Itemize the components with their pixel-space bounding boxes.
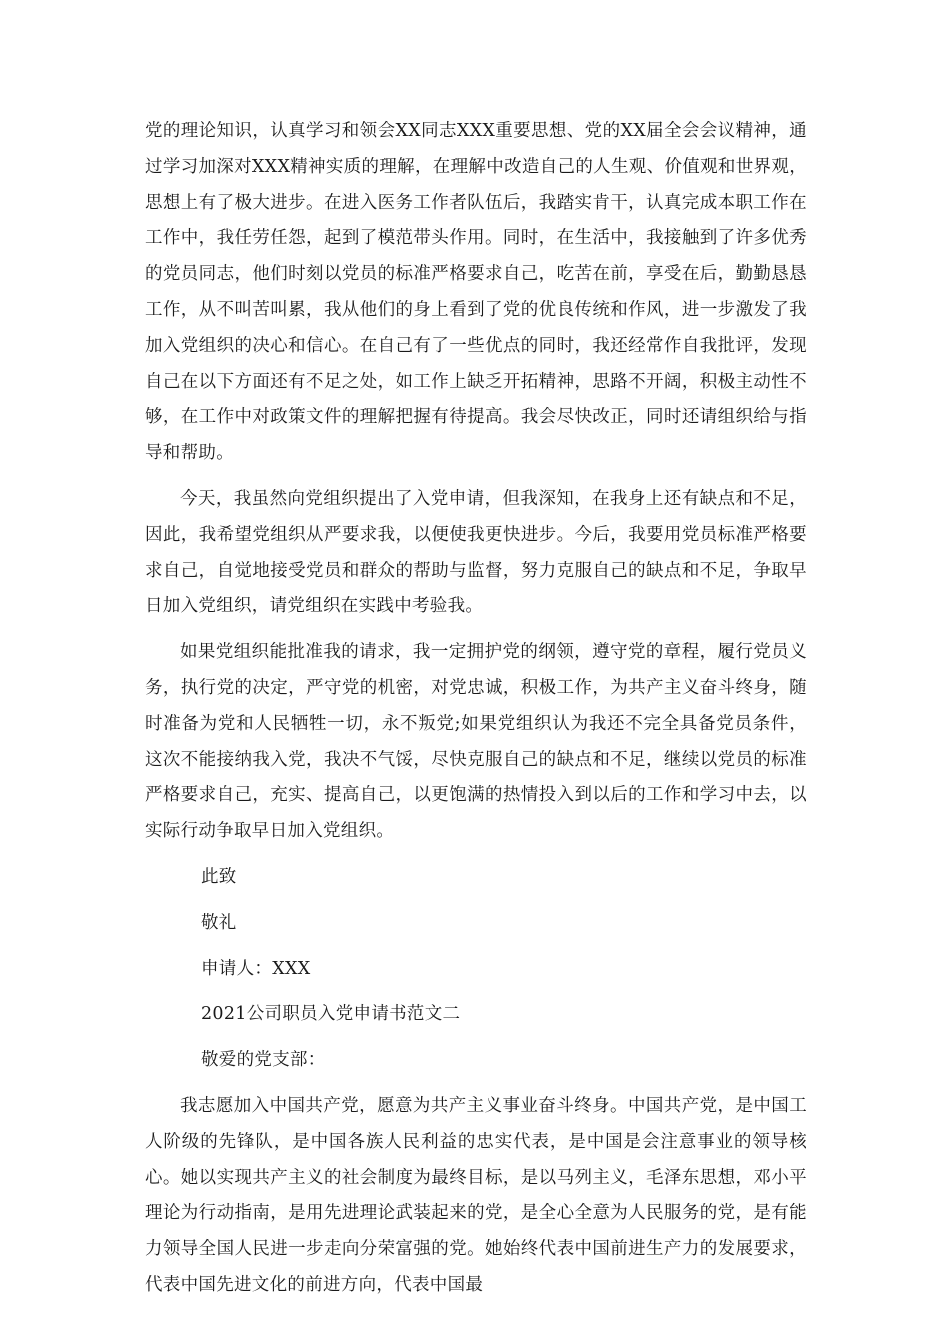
salutation: 敬爱的党支部：: [201, 1050, 326, 1071]
body-paragraph-1: 党的理论知识，认真学习和领会XX同志XXX重要思想、党的XX届全会会议精神，通过学习加深对XXX精神实质的理解，在理解中改造自己的人生观、价值观和世界观，思想上有了极大进步。在进入医务工作者队伍后，我踏实肯干，认真完成本职工作在工作中，我任劳任怨，起到了模范带头作用。同时，在生活中，我接触到了许多优秀的党员同志，他们时刻以党员的标准严格要求自己，吃苦在前，享受在后，勤勤恳恳工作，从不叫苦叫累，我从他们的身上看到了党的优良传统和作风，进一步激发了我加入党组织的决心和信心。在自己有了一些优点的同时，我还经常作自我批评，发现自己在以下方面还有不足之处，如工作上缺乏开拓精神，思路不开阔，积极主动性不够，在工作中对政策文件的理解把握有待提高。我会尽快改正，同时还请组织给与指导和帮助。: [145, 121, 807, 464]
section-title: 2021公司职员入党申请书范文二: [201, 1004, 461, 1025]
applicant-signature: 申请人：XXX: [201, 958, 311, 979]
body-paragraph-4: 我志愿加入中国共产党，愿意为共产主义事业奋斗终身。中国共产党，是中国工人阶级的先锋队，是中国各族人民利益的忠实代表，是中国是会注意事业的领导核心。她以实现共产主义的社会制度为最终目标，是以马列主义，毛泽东思想，邓小平理论为行动指南，是用先进理论武装起来的党，是全心全意为人民服务的党，是有能力领导全国人民进一步走向分荣富强的党。她始终代表中国前进生产力的发展要求，代表中国先进文化的前进方向，代表中国最: [145, 1095, 807, 1295]
body-paragraph-2: 今天，我虽然向党组织提出了入党申请，但我深知，在我身上还有缺点和不足，因此，我希望党组织从严要求我，以便使我更快进步。今后，我要用党员标准严格要求自己，自觉地接受党员和群众的帮助与监督，努力克服自己的缺点和不足，争取早日加入党组织，请党组织在实践中考验我。: [145, 488, 807, 617]
closing-greeting: 此致: [201, 866, 237, 887]
body-paragraph-3: 如果党组织能批准我的请求，我一定拥护党的纲领，遵守党的章程，履行党员义务，执行党的决定，严守党的机密，对党忠诚，积极工作，为共产主义奋斗终身，随时准备为党和人民牺牲一切，永不叛党;如果党组织认为我还不完全具备党员条件，这次不能接纳我入党，我决不气馁，尽快克服自己的缺点和不足，继续以党员的标准严格要求自己，充实、提高自己，以更饱满的热情投入到以后的工作和学习中去，以实际行动争取早日加入党组织。: [145, 642, 807, 842]
closing-salute: 敬礼: [201, 912, 237, 933]
document-page: [145, 114, 807, 1304]
